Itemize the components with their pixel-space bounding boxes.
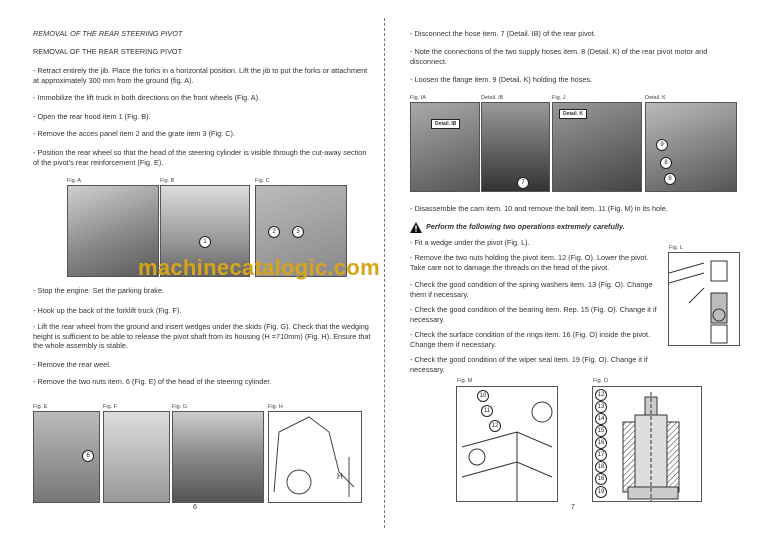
fig-label: Fig. J <box>552 95 566 101</box>
step: - Disconnect the hose item. 7 (Detail. IB) of the rear pivot. <box>410 29 596 38</box>
truck-outline-drawing <box>269 412 361 502</box>
step: - Remove the two nuts item. 6 (Fig. E) of the head of the steering cylinder. <box>33 377 272 386</box>
detail-k-photo <box>645 102 737 192</box>
callout: 14 <box>595 413 607 425</box>
figure-j-photo <box>552 102 642 192</box>
callout: 7 <box>517 177 529 189</box>
fig-label: Fig. M <box>457 378 473 384</box>
pivot-wedge-drawing <box>669 253 739 345</box>
fig-label: Fig. F <box>103 404 118 410</box>
step: - Hook up the back of the forklift truck (Fig. F). <box>33 306 182 315</box>
fig-label: Fig. L <box>669 245 683 251</box>
callout: 11 <box>481 405 493 417</box>
watermark: machinecatalogic.com <box>138 255 380 280</box>
page-number: 7 <box>571 504 575 511</box>
fig-label: Fig. G <box>172 404 187 410</box>
fig-label: Fig. H <box>268 404 283 410</box>
detail-ib-photo <box>481 102 550 192</box>
fig-label: Fig. O <box>593 378 608 384</box>
figure-ia-photo <box>410 102 480 192</box>
page-header: REMOVAL OF THE REAR STEERING PIVOT <box>33 29 183 38</box>
fig-label: Fig. C <box>255 178 270 184</box>
callout: 18 <box>595 461 607 473</box>
step: - Disassemble the cam item. 10 and remove the ball item. 11 (Fig. M) in its hole. <box>410 204 668 213</box>
step: - Retract entirely the jib. Place the forks in a horizontal position. Lift the jib to put the forks or attachment at approximately 300 mm from the ground (fig. A). <box>33 66 368 85</box>
step: - Open the rear hood item 1 (Fig. B). <box>33 112 151 121</box>
step: - Stop the engine. Set the parking brake. <box>33 286 165 295</box>
fig-label: Fig. E <box>33 404 48 410</box>
callout: 15 <box>595 425 607 437</box>
warning-icon <box>410 220 422 238</box>
page-divider <box>384 18 385 528</box>
height-label: H <box>337 472 343 481</box>
step: - Loosen the flange item. 9 (Detail. K) holding the hoses. <box>410 75 593 84</box>
fig-label: Detail. K <box>645 95 666 101</box>
callout: 12 <box>489 420 501 432</box>
cam-drawing <box>457 387 557 501</box>
step: - Check the good condition of the wiper seal item. 19 (Fig. O). Change it if necessary. <box>410 355 648 374</box>
callout: 12 <box>595 389 607 401</box>
fig-label: Detail. IB <box>481 95 504 101</box>
step: - Fit a wedge under the pivot (Fig. L). <box>410 238 530 247</box>
fig-label: Fig. A <box>67 178 82 184</box>
callout: 3 <box>292 226 304 238</box>
step: - Position the rear wheel so that the head of the steering cylinder is visible through the cut-away section of the pivot's rear reinforcement (Fig. E). <box>33 148 367 167</box>
fig-label: Fig. B <box>160 178 175 184</box>
callout: 17 <box>595 449 607 461</box>
callout: 16 <box>595 473 607 485</box>
detail-tag: Detail. IB <box>431 119 460 129</box>
step: - Check the good condition of the spring washers item. 13 (Fig. O). Change them if necessary. <box>410 280 653 299</box>
callout: 8 <box>660 157 672 169</box>
step: - Lift the rear wheel from the ground and insert wedges under the skids (Fig. G). Check that the wedging height is sufficient to be able to release the pivot shaft from its housing (H =710mm) (Fig. H). Ensure that the whole assembly is stable. <box>33 322 371 351</box>
step: - Remove the acces panel item 2 and the grate item 3 (Fig. C). <box>33 129 235 138</box>
callout: 1 <box>199 236 211 248</box>
step: - Check the good condition of the bearing item. Rep. 15 (Fig. O). Change it if necessary. <box>410 305 657 324</box>
warning-text: Perform the following two operations extremely carefully. <box>426 222 625 231</box>
step: - Check the surface condition of the rings item. 16 (Fig. O) inside the pivot. Change them if necessary. <box>410 330 651 349</box>
callout: 10 <box>477 390 489 402</box>
fig-label: Fig. IA <box>410 95 426 101</box>
callout: 13 <box>595 401 607 413</box>
callout: 19 <box>595 486 607 498</box>
callout: 2 <box>268 226 280 238</box>
figure-f-photo <box>103 411 170 503</box>
callout: 9 <box>656 139 668 151</box>
callout: 16 <box>595 437 607 449</box>
callout: 8 <box>664 173 676 185</box>
figure-g-photo <box>172 411 264 503</box>
figure-e-photo <box>33 411 100 503</box>
pivot-section-drawing <box>593 387 701 501</box>
figure-h-drawing <box>268 411 362 503</box>
figure-l-drawing <box>668 252 740 346</box>
figure-o-drawing <box>592 386 702 502</box>
step: - Immobilize the lift truck in both directions on the front wheels (Fig. A). <box>33 93 261 102</box>
step: - Note the connections of the two supply hoses item. 8 (Detail. K) of the rear pivot motor and disconnect. <box>410 47 708 66</box>
step: - Remove the rear weel. <box>33 360 111 369</box>
callout: 6 <box>82 450 94 462</box>
step: - Remove the two nuts holding the pivot item. 12 (Fig. O). Lower the pivot. Take care not to damage the threads on the head of the pivot. <box>410 253 649 272</box>
figure-m-drawing <box>456 386 558 502</box>
page-number: 6 <box>193 504 197 511</box>
section-title: REMOVAL OF THE REAR STEERING PIVOT <box>33 47 183 56</box>
detail-tag: Detail. K <box>559 109 587 119</box>
